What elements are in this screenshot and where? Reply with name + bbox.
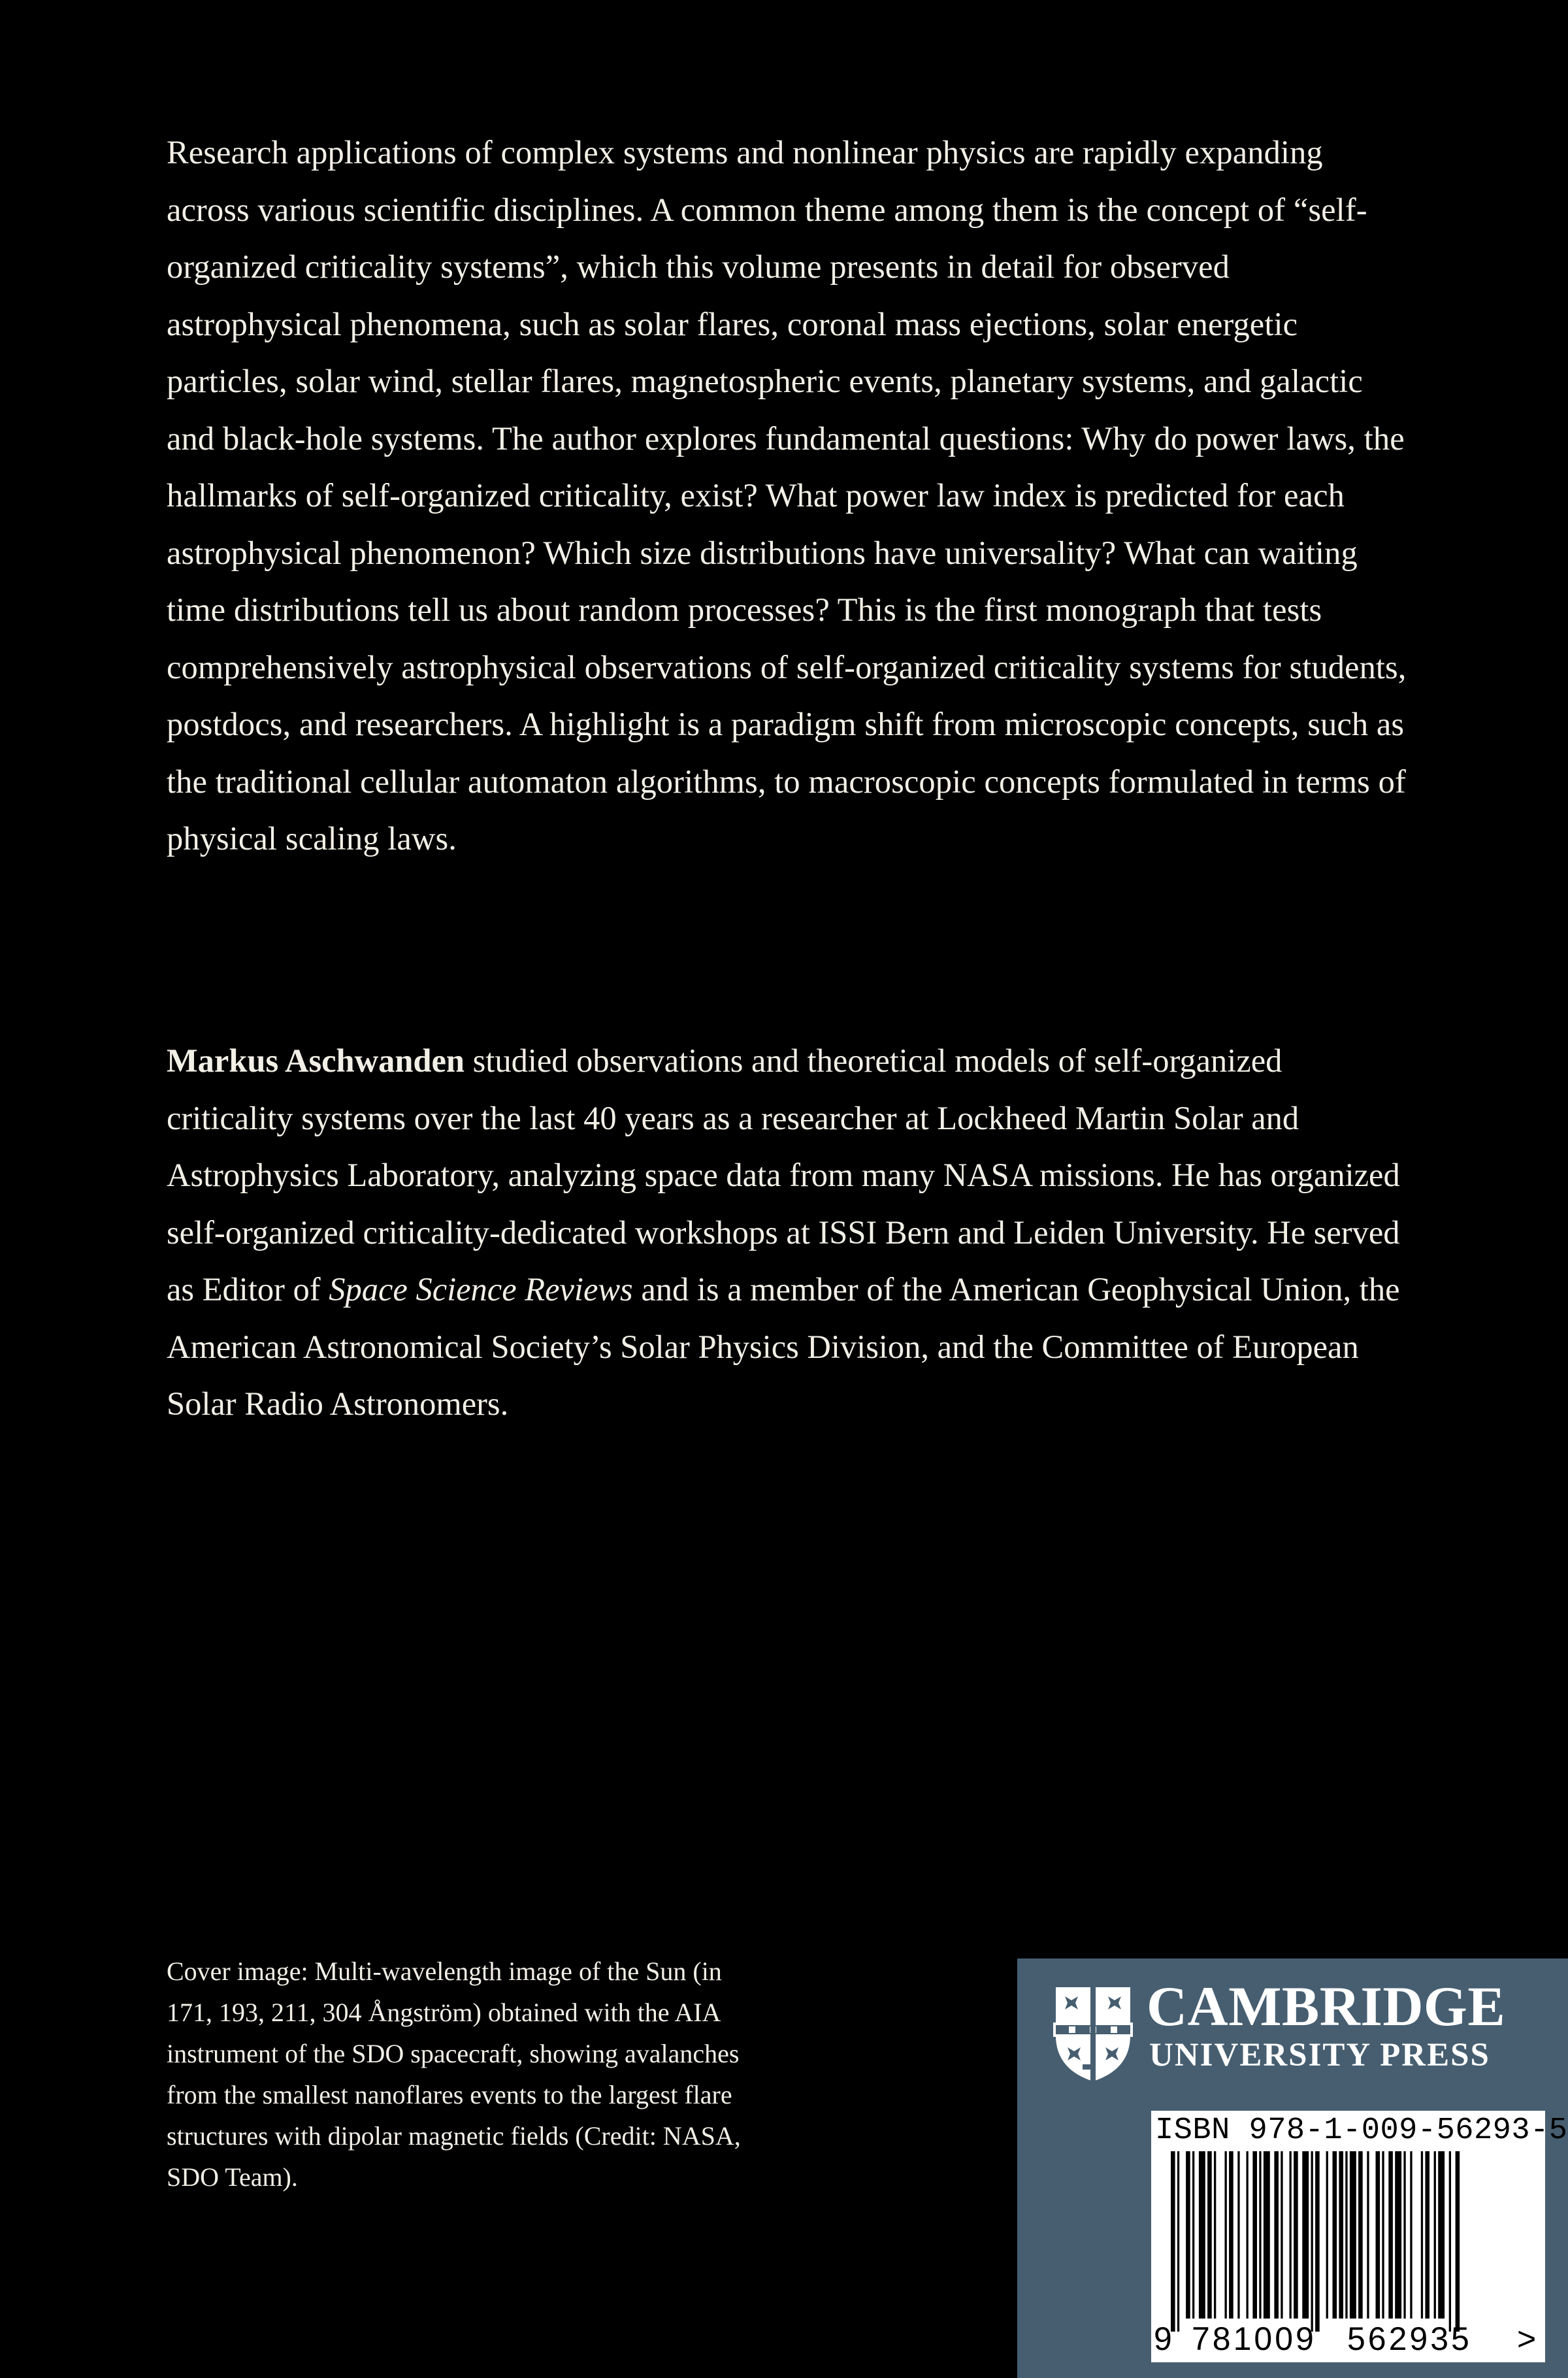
barcode-digits-left: 781009	[1192, 2320, 1316, 2357]
barcode-digit-first: 9	[1154, 2320, 1172, 2357]
barcode-arrow: >	[1517, 2320, 1537, 2357]
publisher-name: CAMBRIDGE	[1147, 1975, 1506, 2038]
cambridge-crest-icon	[1053, 1985, 1133, 2083]
back-cover-blurb	[167, 124, 1408, 868]
isbn-barcode	[1151, 2111, 1568, 2362]
author-name: Markus Aschwanden	[167, 1042, 465, 1079]
isbn-label: ISBN 978-1-009-56293-5	[1155, 2113, 1568, 2148]
barcode-digits-right: 562935	[1347, 2320, 1472, 2357]
publisher-panel	[1017, 1958, 1568, 2378]
cover-image-credit: Cover image: Multi-wavelength image of the Sun (in 171, 193, 211, 304 Ångström) obtained with the AIA instrument of the SDO spacecraft, showing avalanches from the smallest nanoflares events to the largest flare structures with dipolar magnetic fields (Credit: NASA, SDO Team).	[167, 1957, 741, 2192]
publisher-subname: UNIVERSITY PRESS	[1149, 2037, 1490, 2073]
bio-text-before-journal: studied observations and theoretical models of self-organized criticality systems over the last 40 years as a researcher at Lockheed Martin Solar and Astrophysics Laboratory, analyzing space data from many NASA missions. He has organized self-organized criticality-dedicated workshops at ISSI Bern and Leiden University. He served as Editor of	[167, 1042, 1400, 1308]
journal-name: Space Science Reviews	[329, 1271, 633, 1308]
bio-text-after-journal: and is a member of the American Geophysical Union, the American Astronomical Society’s Solar Physics Division, and the Committee of European Solar Radio Astronomers.	[167, 1271, 1400, 1422]
blurb-paragraph: Research applications of complex systems and nonlinear physics are rapidly expanding across various scientific disciplines. A common theme among them is the concept of “self-organized criticality systems”, which this volume presents in detail for observed astrophysical phenomena, such as solar flares, coronal mass ejections, solar energetic particles, solar wind, stellar flares, magnetospheric events, planetary systems, and galactic and black-hole systems. The author explores fundamental questions: Why do power laws, the hallmarks of self-organized criticality, exist? What power law index is predicted for each astrophysical phenomenon? Which size distributions have universality? What can waiting time distributions tell us about random processes? This is the first monograph that tests comprehensively astrophysical observations of self-organized criticality systems for students, postdocs, and researchers. A highlight is a paradigm shift from microscopic concepts, such as the traditional cellular automaton algorithms, to macroscopic concepts formulated in terms of physical scaling laws.	[167, 134, 1407, 857]
author-bio	[167, 1032, 1408, 1433]
